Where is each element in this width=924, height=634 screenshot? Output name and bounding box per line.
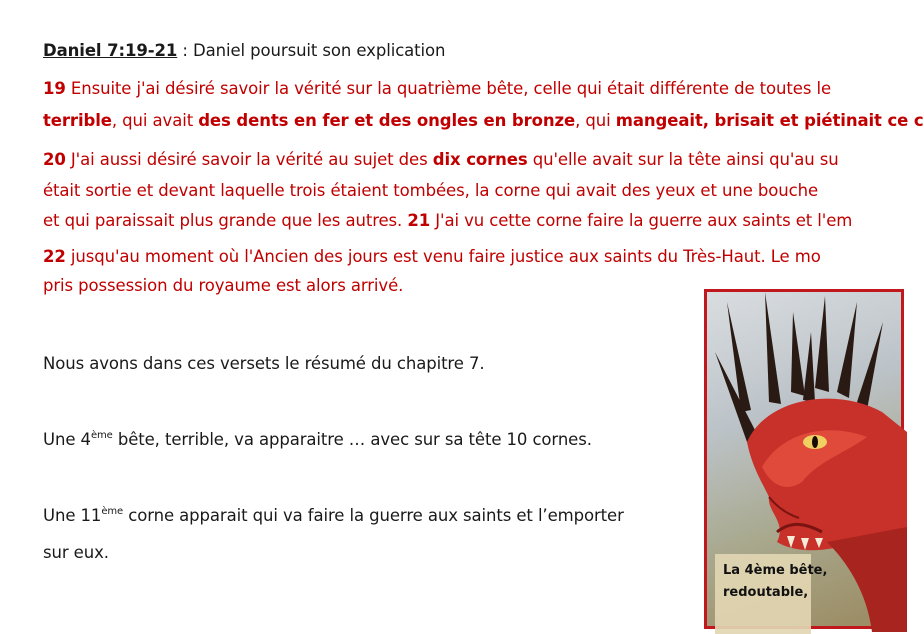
verse-19-line-2: terrible, qui avait des dents en fer et des ongles en bronze, qui mangeait, brisait et piétinait ce c: [43, 111, 924, 130]
verse-22-line-2: pris possession du royaume est alors arrivé.: [43, 276, 404, 295]
eleventh-horn-paragraph-line-2: sur eux.: [43, 543, 109, 562]
verse-number: 20: [43, 150, 66, 169]
verse-19-line-1: 19 Ensuite j'ai désiré savoir la vérité sur la quatrième bête, celle qui était différente de toutes le: [43, 79, 832, 98]
fourth-beast-paragraph: Une 4ème bête, terrible, va apparaitre … avec sur sa tête 10 cornes.: [43, 430, 592, 449]
verse-20-line-2: était sortie et devant laquelle trois étaient tombées, la corne qui avait des yeux et une bouche: [43, 181, 819, 200]
verse-20-line-1: 20 J'ai aussi désiré savoir la vérité au sujet des dix cornes qu'elle avait sur la tête ainsi qu'au su: [43, 150, 839, 169]
verse-number: 21: [407, 211, 431, 230]
dragon-figure: [704, 289, 904, 629]
summary-paragraph: Nous avons dans ces versets le résumé du chapitre 7.: [43, 354, 485, 373]
verse-number: 19: [43, 79, 66, 98]
heading-text: : Daniel poursuit son explication: [177, 41, 446, 60]
section-heading: [43, 40, 445, 62]
scripture-reference: Daniel 7:19-21: [43, 41, 178, 60]
verse-20-line-3: et qui paraissait plus grande que les autres. 21 J'ai vu cette corne faire la guerre aux saints et l'em: [43, 211, 853, 230]
figure-caption: La 4ème bête, redoutable,: [715, 554, 811, 634]
verse-number: 22: [43, 247, 66, 266]
eleventh-horn-paragraph: Une 11ème corne apparait qui va faire la guerre aux saints et l’emporter: [43, 506, 624, 525]
verse-22-line-1: 22 jusqu'au moment où l'Ancien des jours est venu faire justice aux saints du Très-Haut. Le mo: [43, 247, 821, 266]
